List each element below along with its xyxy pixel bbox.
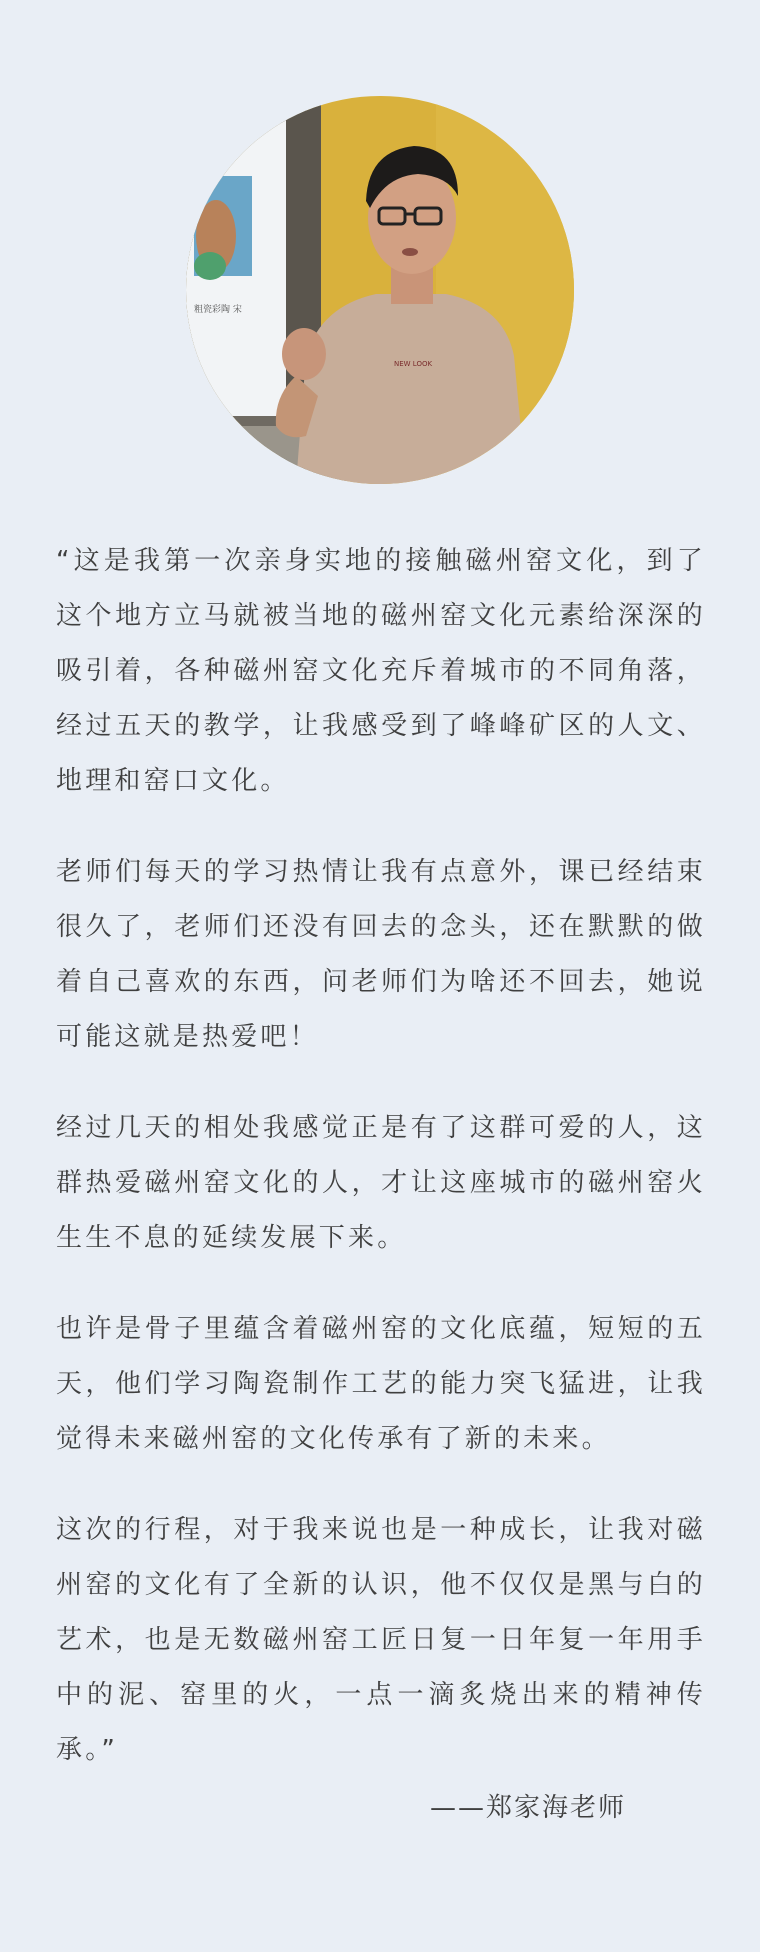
tshirt-logo: NEW LOOK [394,360,433,368]
paragraph-3: 经过几天的相处我感觉正是有了这群可爱的人，这群热爱磁州窑文化的人，才让这座城市的磁州窑火生生不息的延续发展下来。 [56,1113,706,1253]
article-body [56,534,706,1814]
portrait-illustration [186,96,574,484]
paragraph-1: “这是我第一次亲身实地的接触磁州窑文化，到了这个地方立马就被当地的磁州窑文化元素给深深的吸引着，各种磁州窑文化充斥着城市的不同角落，经过五天的教学，让我感受到了峰峰矿区的人文、地理和窑口文化。 [56,546,706,796]
paragraph-2: 老师们每天的学习热情让我有点意外，课已经结束很久了，老师们还没有回去的念头，还在默默的做着自己喜欢的东西，问老师们为啥还不回去，她说可能这就是热爱吧！ [56,857,706,1052]
slide-caption: 粗瓷彩陶 宋 [194,305,242,315]
paragraph-5: 这次的行程，对于我来说也是一种成长，让我对磁州窑的文化有了全新的认识，他不仅仅是黑与白的艺术，也是无数磁州窑工匠日复一日年复一年用手中的泥、窑里的火，一点一滴炙烧出来的精神传承。” [56,1515,706,1765]
paragraph-4: 也许是骨子里蕴含着磁州窑的文化底蕴，短短的五天，他们学习陶瓷制作工艺的能力突飞猛进，让我觉得未来磁州窑的文化传承有了新的未来。 [56,1314,706,1454]
author-signature: ——郑家海老师 [430,1793,627,1823]
portrait-photo [186,96,574,484]
